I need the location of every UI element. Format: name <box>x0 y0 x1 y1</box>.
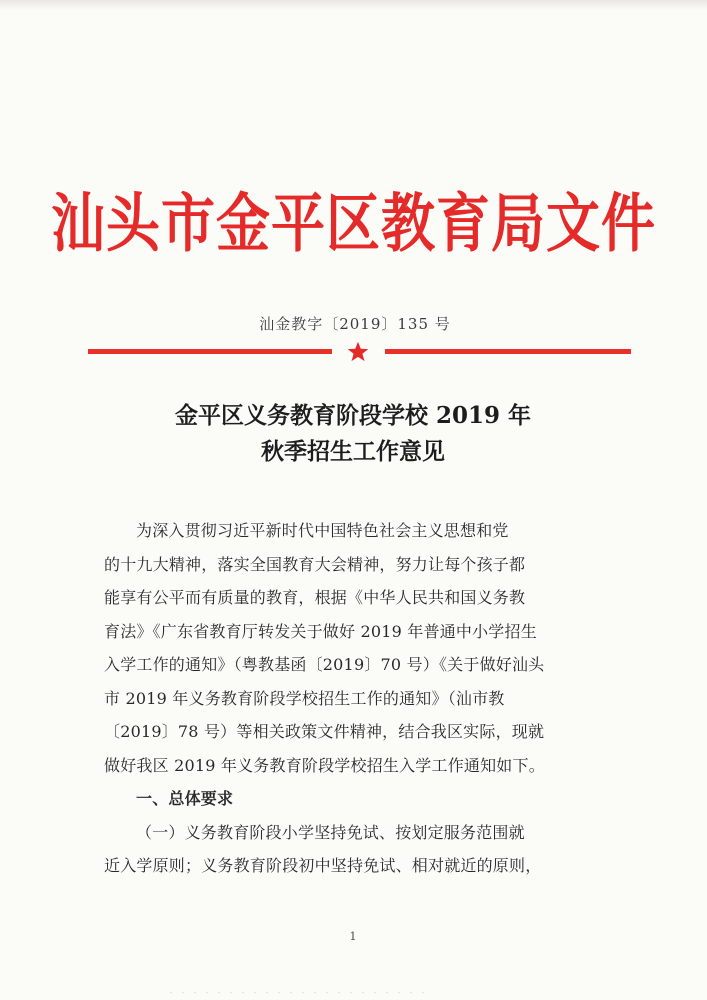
divider-left-line <box>88 349 332 354</box>
notice-title-line: 金平区义务教育阶段学校 2019 年 <box>174 402 532 429</box>
page-number: 1 <box>349 930 357 943</box>
notice-title <box>130 398 576 470</box>
paragraph-line: 能享有公平而有质量的教育，根据《中华人民共和国义务教 <box>104 588 526 607</box>
paragraph-line: 〔2019〕78 号）等相关政策文件精神，结合我区实际，现就 <box>104 722 545 741</box>
subsection-paragraph <box>104 816 604 883</box>
document-body <box>104 514 604 883</box>
notice-title-line: 秋季招生工作意见 <box>261 438 445 465</box>
divider-right-line <box>385 349 631 354</box>
subsection-line: （一）义务教育阶段小学坚持免试、按划定服务范围就 <box>136 822 525 842</box>
issuer-title: 汕头市金平区教育局文件 <box>51 185 656 261</box>
paragraph-line: 育法》《广东省教育厅转发关于做好 2019 年普通中小学招生 <box>104 621 537 641</box>
bottom-scan-dots <box>165 990 425 995</box>
paragraph-line: 的十九大精神，落实全国教育大会精神，努力让每个孩子都 <box>104 554 526 574</box>
red-divider <box>88 340 631 366</box>
paragraph-line: 为深入贯彻习近平新时代中国特色社会主义思想和党 <box>136 521 509 540</box>
paragraph-line: 入学工作的通知》（粤教基函〔2019〕70 号）《关于做好汕头 <box>104 655 545 674</box>
paragraph-line: 市 2019 年义务教育阶段学校招生工作的通知》（汕市教 <box>104 688 505 708</box>
section-heading: 一、总体要求 <box>136 789 234 808</box>
subsection-line: 近入学原则；义务教育阶段初中坚持免试、相对就近的原则， <box>104 856 542 875</box>
paragraph-line: 做好我区 2019 年义务教育阶段学校招生入学工作通知如下。 <box>104 755 545 775</box>
opening-paragraph <box>104 514 604 782</box>
file-number: 汕金教字〔2019〕135 号 <box>259 315 451 333</box>
star-icon <box>346 340 370 364</box>
